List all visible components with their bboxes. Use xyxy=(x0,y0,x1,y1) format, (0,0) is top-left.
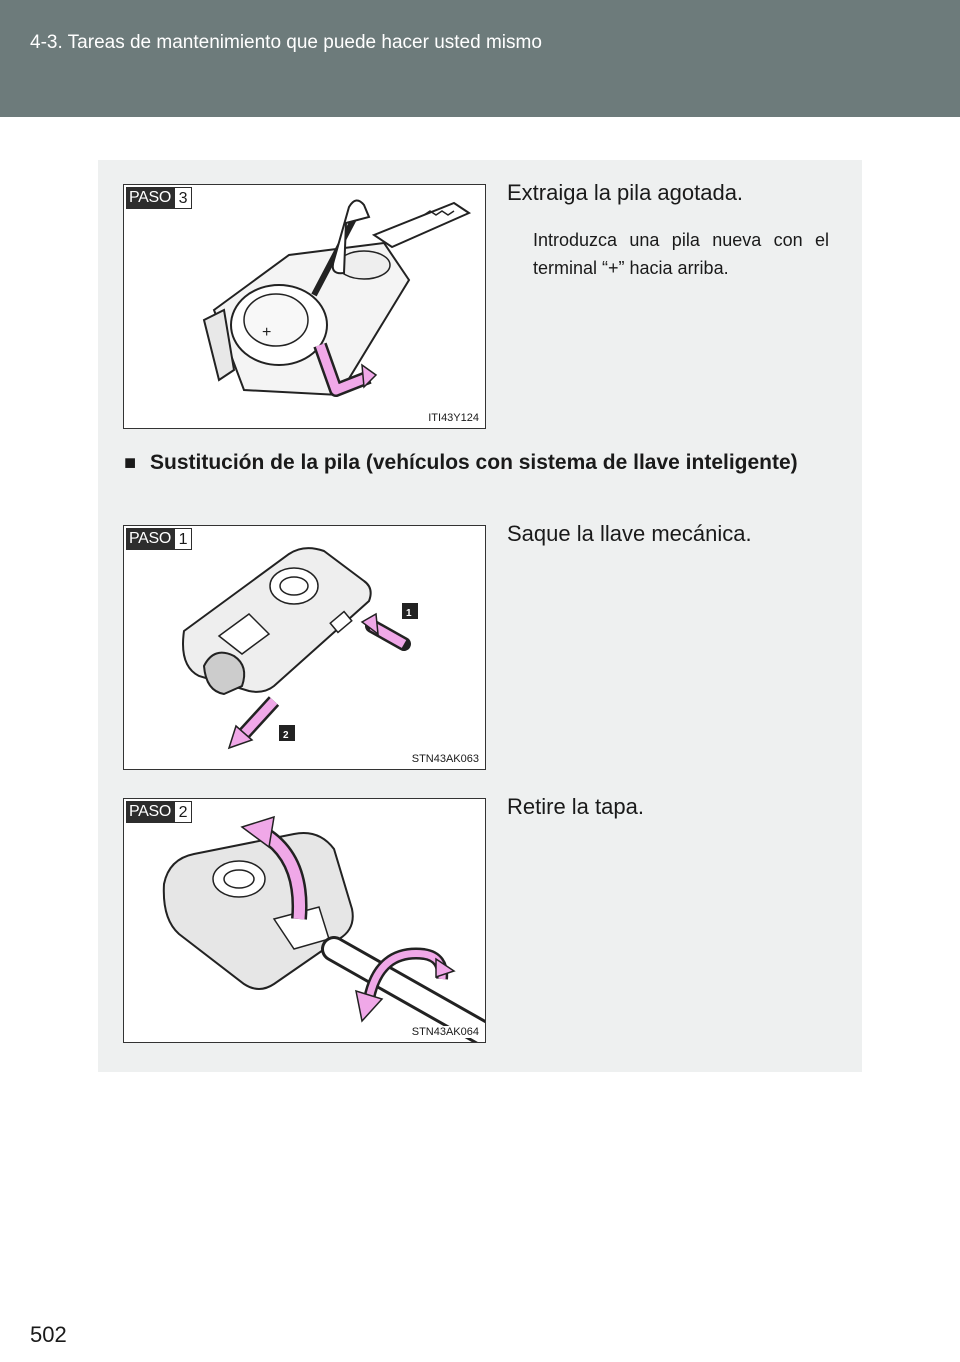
section-bullet: ■ xyxy=(124,452,137,474)
paso-label: PASO xyxy=(126,528,174,550)
page-number: 502 xyxy=(30,1322,67,1347)
step-2-text: Retire la tapa. xyxy=(507,794,644,819)
figure-code: STN43AK063 xyxy=(411,753,479,765)
page-header xyxy=(0,0,960,117)
section-heading xyxy=(124,447,829,479)
plus-sign: + xyxy=(262,324,272,341)
paso-number: 3 xyxy=(174,187,192,209)
figure-code: STN43AK064 xyxy=(411,1026,479,1038)
chapter-title: 4-3. Tareas de mantenimiento que puede hacer usted mismo xyxy=(30,32,542,53)
figure-step-1 xyxy=(123,525,486,770)
step-badge xyxy=(126,801,192,823)
callout-1: 1 xyxy=(406,608,412,619)
cover-removal-illustration xyxy=(124,799,486,1043)
paso-label: PASO xyxy=(126,187,174,209)
paso-label: PASO xyxy=(126,801,174,823)
section-title: Sustitución de la pila (vehículos con sistema de llave inteligente) xyxy=(150,451,798,474)
paso-number: 2 xyxy=(174,801,192,823)
step-badge xyxy=(126,528,192,550)
callout-2: 2 xyxy=(283,730,289,741)
step-1-text: Saque la llave mecánica. xyxy=(507,521,752,546)
smart-key-illustration xyxy=(124,526,486,770)
step-badge xyxy=(126,187,192,209)
figure-step-2 xyxy=(123,798,486,1043)
step-3-text: Extraiga la pila agotada. xyxy=(507,180,744,205)
battery-removal-illustration xyxy=(124,185,486,429)
step-3-note: Introduzca una pila nueva con el terminal “+” hacia arriba. xyxy=(533,230,829,278)
figure-step-3 xyxy=(123,184,486,429)
paso-number: 1 xyxy=(174,528,192,550)
figure-code: ITI43Y124 xyxy=(428,412,479,424)
